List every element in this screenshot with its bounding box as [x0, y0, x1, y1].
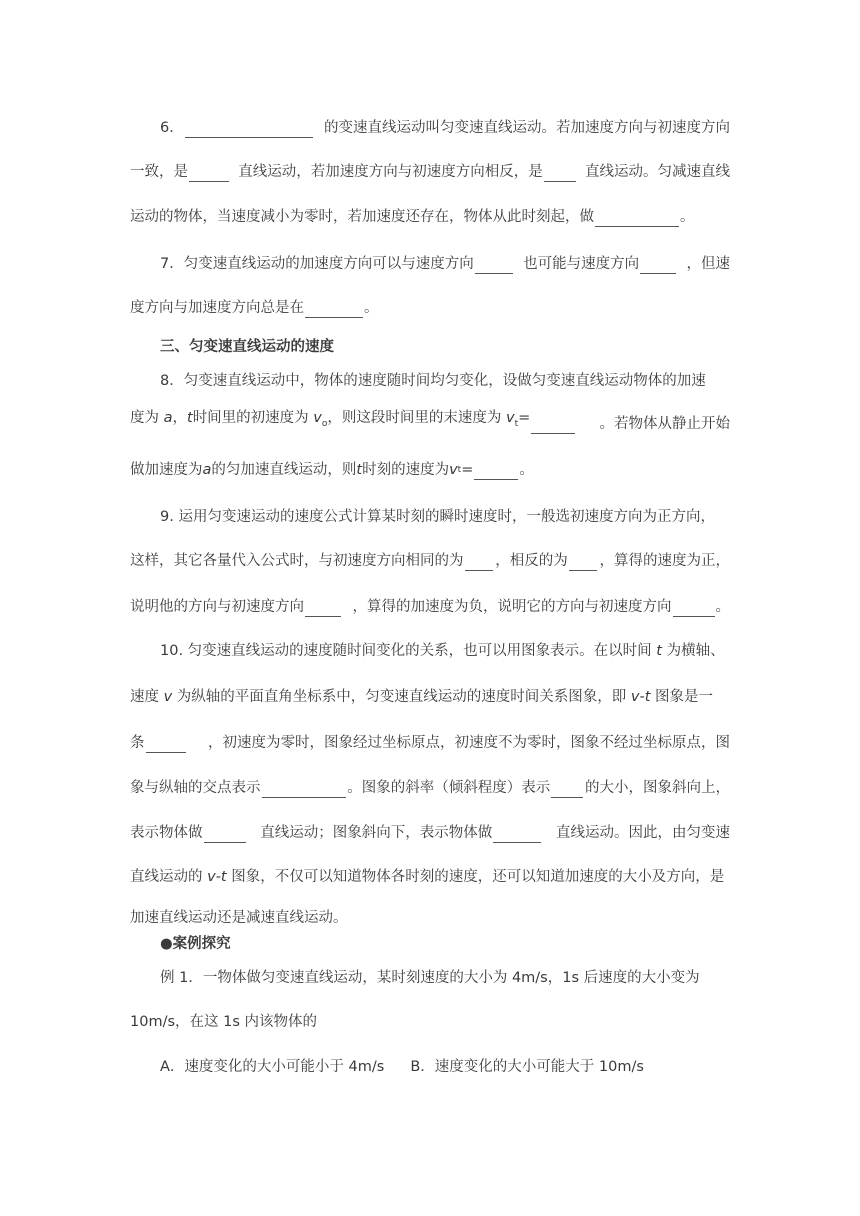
answer-blank[interactable] — [551, 783, 583, 798]
case-heading: ●案例探究 — [160, 936, 231, 952]
p10-text: 速度 — [130, 689, 164, 705]
var-v0: v — [313, 410, 322, 427]
p7-text: 7．匀变速直线运动的加速度方向可以与速度方向 — [160, 256, 474, 272]
p7-text: ，但速 — [686, 256, 730, 272]
answer-blank[interactable] — [475, 259, 513, 274]
option-b[interactable]: B．速度变化的大小可能大于 10m/s — [410, 1059, 644, 1075]
p6-text: 运动的物体，当速度减小为零时，若加速度还存在，物体从此时刻起，做 — [130, 209, 594, 225]
p9-line1: 9. 运用匀变速运动的速度公式计算某时刻的瞬时速度时，一般选初速度方向为正方向， — [160, 509, 715, 525]
p8-line3 — [130, 460, 730, 480]
p7-text: 也可能与速度方向 — [523, 256, 640, 272]
section-heading: 三、匀变速直线运动的速度 — [160, 339, 334, 355]
p10-text: 为横轴、 — [661, 643, 725, 659]
example1-options — [160, 1057, 730, 1077]
p10-line4 — [130, 778, 730, 798]
p9-line2 — [130, 551, 730, 571]
p6-line1 — [160, 118, 730, 138]
p9-text: 说明他的方向与初速度方向 — [130, 599, 304, 615]
answer-blank[interactable] — [569, 556, 597, 571]
option-a[interactable]: A．速度变化的大小可能小于 4m/s — [160, 1059, 385, 1075]
p8-line1: 8．匀变速直线运动中，物体的速度随时间均匀变化，设做匀变速直线运动物体的加速 — [160, 373, 706, 389]
answer-blank[interactable] — [465, 556, 493, 571]
p10-text: 的大小，图象斜向上， — [585, 780, 730, 796]
p8-line2 — [130, 410, 730, 434]
p10-line3 — [130, 733, 730, 753]
subscript: o — [321, 419, 328, 429]
answer-blank[interactable] — [189, 167, 229, 182]
p10-line6 — [130, 867, 730, 887]
var-vt: v — [449, 462, 458, 478]
p10-line1 — [160, 641, 730, 661]
p9-text: ，算得的加速度为负，说明它的方向与初速度方向 — [352, 599, 672, 615]
p8-text: ， — [172, 410, 187, 427]
p6-text: 一致，是 — [130, 164, 188, 180]
var-a: a — [202, 462, 212, 478]
p10-line2 — [130, 687, 730, 707]
answer-blank[interactable] — [146, 738, 186, 753]
p10-text: 直线运动。因此，由匀变速 — [556, 825, 730, 841]
answer-blank[interactable] — [673, 602, 715, 617]
var-vt-graph: v-t — [207, 869, 227, 885]
p6-line2 — [130, 162, 730, 182]
p9-text: ，算得的速度为正， — [599, 553, 730, 569]
p6-line3 — [130, 207, 730, 227]
answer-blank[interactable] — [474, 465, 518, 480]
p9-text: 。 — [715, 599, 730, 615]
p8-text: ，则这段时间里的末速度为 — [327, 410, 507, 427]
p10-text: 直线运动的 — [130, 869, 208, 885]
p8-text: 的匀加速直线运动，则 — [211, 462, 357, 478]
p7-line2 — [130, 298, 730, 318]
p8-text: 时间里的初速度为 — [192, 410, 314, 427]
answer-blank[interactable] — [544, 167, 576, 182]
p8-text: 度为 — [130, 410, 164, 427]
p10-text: 直线运动；图象斜向下，表示物体做 — [260, 825, 493, 841]
var-v: v — [163, 689, 173, 705]
p10-text: 10. 匀变速直线运动的速度随时间变化的关系，也可以用图象表示。在以时间 — [160, 643, 657, 659]
p8-text: = — [461, 462, 474, 478]
p10-text: ，初速度为零时，图象经过坐标原点，初速度不为零时，图象不经过坐标原点，图 — [208, 735, 730, 751]
var-vt: v — [506, 410, 515, 427]
p6-text: 直线运动。匀减速直线 — [585, 164, 730, 180]
p8-text: = — [518, 410, 531, 427]
p10-text: 为纵轴的平面直角坐标系中，匀变速直线运动的速度时间关系图象，即 — [172, 689, 631, 705]
example1-line2: 10m/s，在这 1s 内该物体的 — [130, 1014, 318, 1030]
answer-blank[interactable] — [531, 419, 575, 434]
answer-blank[interactable] — [204, 828, 246, 843]
p10-text: 。图象的斜率（倾斜程度）表示 — [347, 780, 551, 796]
p6-text: 直线运动，若加速度方向与初速度方向相反，是 — [238, 164, 543, 180]
var-t: t — [656, 643, 662, 659]
p10-text: 条 — [130, 735, 145, 751]
answer-blank[interactable] — [305, 303, 363, 318]
p9-text: ，相反的为 — [495, 553, 568, 569]
example1-line1: 例 1．一物体做匀变速直线运动，某时刻速度的大小为 4m/s，1s 后速度的大小变为 — [160, 970, 700, 986]
var-a: a — [163, 410, 173, 427]
p10-line5 — [130, 823, 730, 843]
answer-blank[interactable] — [595, 212, 679, 227]
answer-blank[interactable] — [493, 828, 541, 843]
p10-text: 表示物体做 — [130, 825, 203, 841]
answer-blank[interactable] — [640, 259, 676, 274]
subscript: t — [457, 465, 462, 475]
p8-text: 。若物体从静止开始 — [599, 416, 730, 432]
p10-text: 图象是一 — [650, 689, 714, 705]
var-t: t — [187, 410, 193, 427]
p6-text: 。 — [680, 209, 695, 225]
p10-text: 象与纵轴的交点表示 — [130, 780, 261, 796]
p8-text: 。 — [519, 462, 534, 478]
p8-text: 时刻的速度为 — [362, 462, 450, 478]
p8-text: 做加速度为 — [130, 462, 203, 478]
var-t: t — [356, 462, 363, 478]
var-vt-graph: v-t — [630, 689, 651, 705]
p9-line3 — [130, 597, 730, 617]
p6-number: 6． — [160, 120, 184, 136]
answer-blank[interactable] — [262, 783, 346, 798]
p9-text: 这样，其它各量代入公式时，与初速度方向相同的为 — [130, 553, 464, 569]
p7-text: 。 — [364, 300, 379, 316]
p10-line7: 加速直线运动还是减速直线运动。 — [130, 910, 348, 926]
answer-blank[interactable] — [305, 602, 341, 617]
subscript: t — [514, 419, 519, 429]
p7-text: 度方向与加速度方向总是在 — [130, 300, 304, 316]
p7-line1 — [160, 254, 730, 274]
p6-text: 的变速直线运动叫匀变速直线运动。若加速度方向与初速度方向 — [324, 120, 730, 136]
p10-text: 图象，不仅可以知道物体各时刻的速度，还可以知道加速度的大小及方向，是 — [226, 869, 725, 885]
answer-blank[interactable] — [185, 123, 313, 138]
